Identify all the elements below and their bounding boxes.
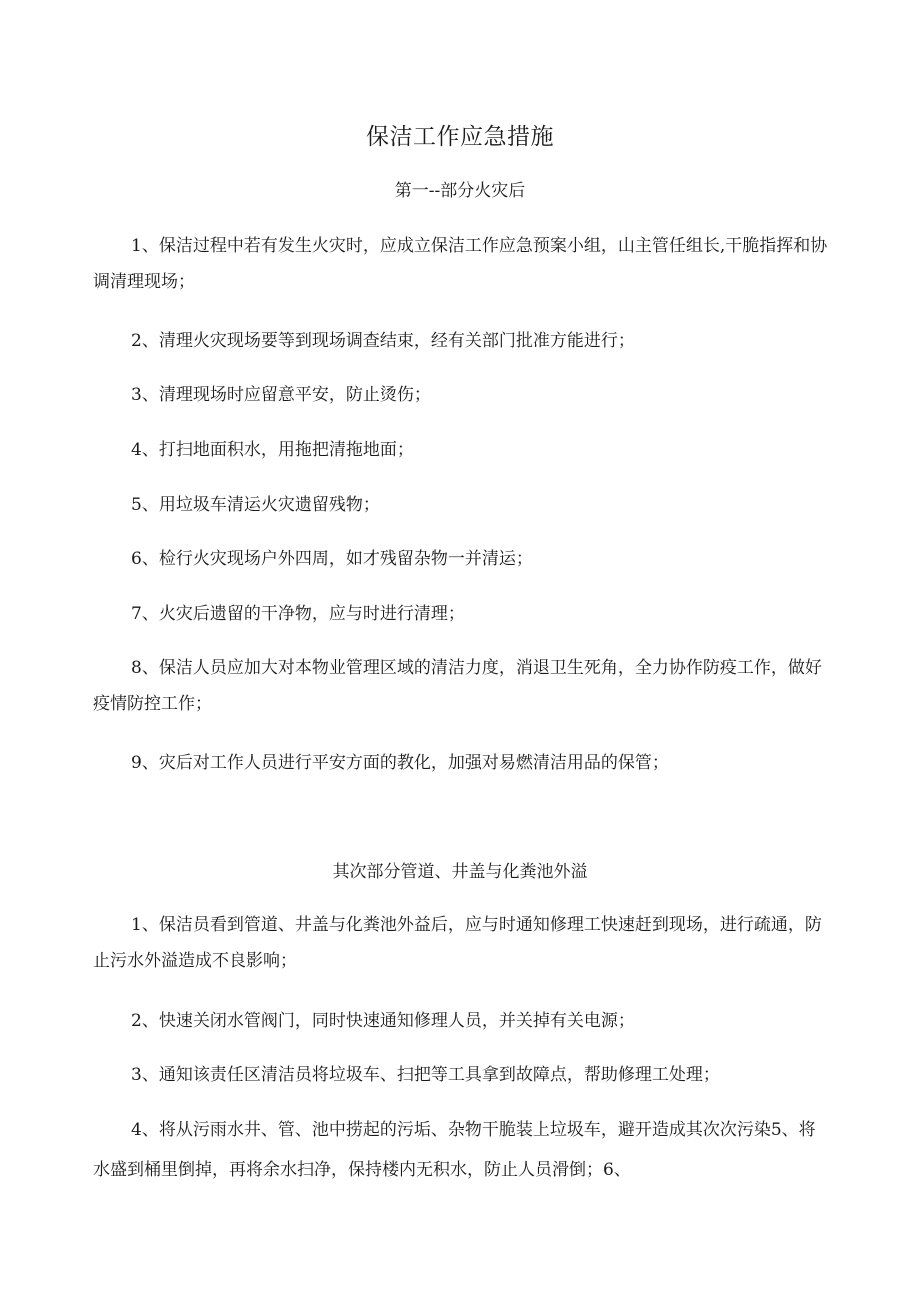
section1-item-5: 5、用垃圾车清运火灾遗留残物； bbox=[131, 495, 380, 515]
section2-item-4: 4、将从污雨水井、管、池中捞起的污垢、杂物干脆装上垃圾车，避开造成其次次污染5、将水盛到桶里倒掉，再将余水扫净，保持楼内无积水，防止人员滑倒；6、 bbox=[93, 1120, 816, 1180]
section1-item-8: 8、保洁人员应加大对本物业管理区域的清洁力度，消退卫生死角，全力协作防疫工作，做好疫情防控工作； bbox=[93, 658, 822, 714]
section2-item-3: 3、通知该责任区清洁员将垃圾车、扫把等工具拿到故障点，帮助修理工处理； bbox=[131, 1065, 720, 1085]
document-title: 保洁工作应急措施 bbox=[366, 124, 554, 150]
section2-item-2: 2、快速关闭水管阀门，同时快速通知修理人员，并关掉有关电源； bbox=[131, 1011, 635, 1031]
section1-item-2: 2、清理火灾现场要等到现场调查结束，经有关部门批准方能进行； bbox=[131, 331, 635, 351]
section2-item-1: 1、保洁员看到管道、井盖与化粪池外益后，应与时通知修理工快速赶到现场，进行疏通，防止污水外溢造成不良影响； bbox=[93, 915, 822, 971]
section1-item-3: 3、清理现场时应留意平安，防止烫伤； bbox=[131, 385, 431, 405]
section1-item-9: 9、灾后对工作人员进行平安方面的教化，加强对易燃清洁用品的保管； bbox=[131, 753, 669, 773]
section1-heading: 第一--部分火灾后 bbox=[394, 181, 526, 201]
section1-item-1: 1、保洁过程中若有发生火灾时，应成立保洁工作应急预案小组，山主管任组长,干脆指挥和协调清理现场； bbox=[93, 236, 828, 292]
section1-item-7: 7、火灾后遗留的干净物，应与时进行清理； bbox=[131, 604, 465, 624]
section1-item-6: 6、检行火灾现场户外四周，如才残留杂物一并清运； bbox=[131, 549, 533, 569]
section1-item-4: 4、打扫地面积水，用拖把清拖地面； bbox=[131, 440, 414, 460]
section2-heading: 其次部分管道、井盖与化粪池外溢 bbox=[332, 862, 588, 882]
